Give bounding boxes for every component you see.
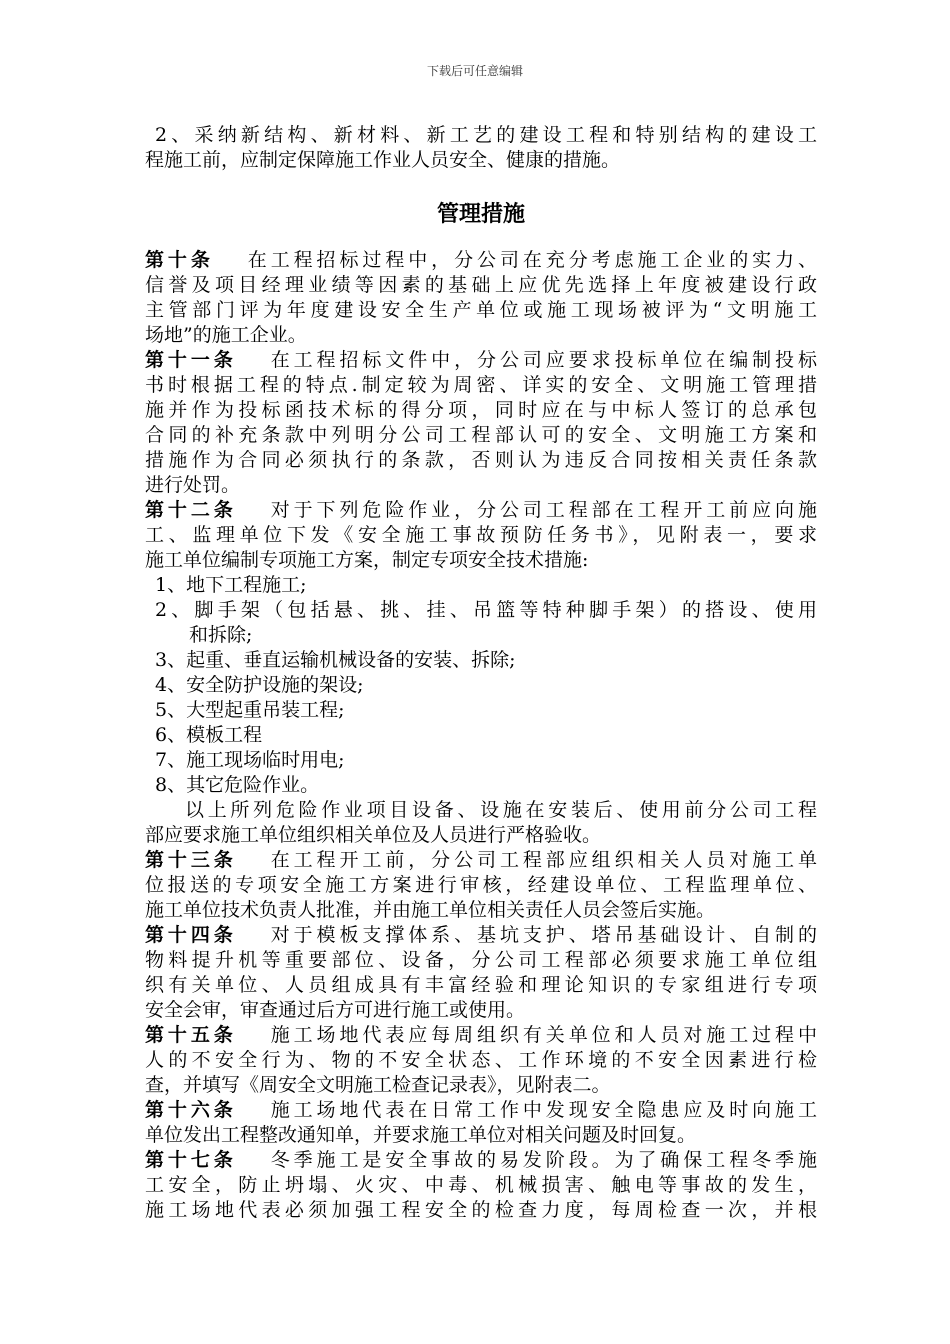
article-line: 场地”的施工企业。 (145, 324, 307, 346)
article-line: 以上所列危险作业项目设备、设施在安装后、使用前分公司工程 (185, 799, 817, 821)
article-line: 部应要求施工单位组织相关单位及人员进行严格验收。 (145, 824, 602, 846)
article-line: 书时根据工程的特点.制定较为周密、详实的安全、文明施工管理措 (145, 374, 817, 396)
article-line: 施工单位技术负责人批准，并由施工单位相关责任人员会签后实施。 (145, 899, 716, 921)
article-line: 查，并填写《周安全文明施工检查记录表》，见附表二。 (145, 1074, 611, 1096)
article-line: 措施作为合同必须执行的条款，否则认为违反合同按相关责任条款 (145, 449, 817, 471)
list-item: 5、大型起重吊装工程; (155, 699, 345, 721)
article-14: 第十四条 对于模板支撑体系、基坑支护、塔吊基础设计、自制的 (145, 924, 817, 946)
article-label: 第十二条 (145, 499, 237, 521)
document-body (145, 123, 817, 1223)
intro-line: 2、采纳新结构、新材料、新工艺的建设工程和特别结构的建设工 (155, 124, 817, 146)
list-item: 4、安全防护设施的架设; (155, 674, 364, 696)
article-12: 第十二条 对于下列危险作业，分公司工程部在工程开工前应向施 (145, 499, 817, 521)
list-item: 1、地下工程施工; (155, 574, 307, 596)
article-10: 第十条 在工程招标过程中，分公司在充分考虑施工企业的实力、 (145, 249, 817, 271)
article-label: 第十四条 (145, 924, 237, 946)
article-label: 第十六条 (145, 1099, 237, 1121)
article-line: 信誉及项目经理业绩等因素的基础上应优先选择上年度被建设行政 (145, 274, 817, 296)
article-line: 单位发出工程整改通知单，并要求施工单位对相关问题及时回复。 (145, 1124, 697, 1146)
article-label: 第十五条 (145, 1024, 237, 1046)
article-line: 人的不安全行为、物的不安全状态、工作环境的不安全因素进行检 (145, 1049, 817, 1071)
article-line: 施工单位编制专项施工方案，制定专项安全技术措施: (145, 549, 589, 571)
article-line: 织有关单位、人员组成具有丰富经验和理论知识的专家组进行专项 (145, 974, 817, 996)
article-line: 主管部门评为年度建设安全生产单位或施工现场被评为“文明施工 (145, 299, 817, 321)
article-line: 位报送的专项安全施工方案进行审核，经建设单位、工程监理单位、 (145, 874, 817, 896)
article-line: 进行处罚。 (145, 474, 241, 496)
page-header: 下载后可任意编辑 (426, 64, 523, 78)
intro-line: 程施工前，应制定保障施工作业人员安全、健康的措施。 (145, 149, 621, 171)
list-item: 3、起重、垂直运输机械设备的安装、拆除; (155, 649, 516, 671)
article-label: 第十一条 (145, 349, 237, 371)
article-17: 第十七条 冬季施工是安全事故的易发阶段。为了确保工程冬季施 (145, 1149, 817, 1171)
article-13: 第十三条 在工程开工前，分公司工程部应组织相关人员对施工单 (145, 849, 817, 871)
article-label: 第十条 (145, 249, 214, 271)
article-line: 合同的补充条款中列明分公司工程部认可的安全、文明施工方案和 (145, 424, 817, 446)
article-11: 第十一条 在工程招标文件中，分公司应要求投标单位在编制投标 (145, 349, 817, 371)
article-line: 工、监理单位下发《安全施工事故预防任务书》，见附表一，要求 (145, 524, 817, 546)
list-item: 和拆除; (189, 624, 253, 646)
list-item: 2、脚手架（包括悬、挑、挂、吊篮等特种脚手架）的搭设、使用 (155, 599, 817, 621)
article-line: 工安全，防止坍塌、火灾、中毒、机械损害、触电等事故的发生， (145, 1174, 817, 1196)
article-label: 第十七条 (145, 1149, 237, 1171)
article-line: 施并作为投标函技术标的得分项，同时应在与中标人签订的总承包 (145, 399, 817, 421)
article-15: 第十五条 施工场地代表应每周组织有关单位和人员对施工过程中 (145, 1024, 817, 1046)
section-title: 管理措施 (436, 202, 525, 227)
article-line: 施工场地代表必须加强工程安全的检查力度，每周检查一次，并根 (145, 1199, 817, 1221)
list-item: 6、模板工程 (155, 724, 263, 746)
article-line: 安全会审，审查通过后方可进行施工或使用。 (145, 999, 526, 1021)
list-item: 7、施工现场临时用电; (155, 749, 345, 771)
list-item: 8、其它危险作业。 (155, 774, 320, 796)
article-line: 物料提升机等重要部位、设备，分公司工程部必须要求施工单位组 (145, 949, 817, 971)
article-16: 第十六条 施工场地代表在日常工作中发现安全隐患应及时向施工 (145, 1099, 817, 1121)
article-label: 第十三条 (145, 849, 237, 871)
